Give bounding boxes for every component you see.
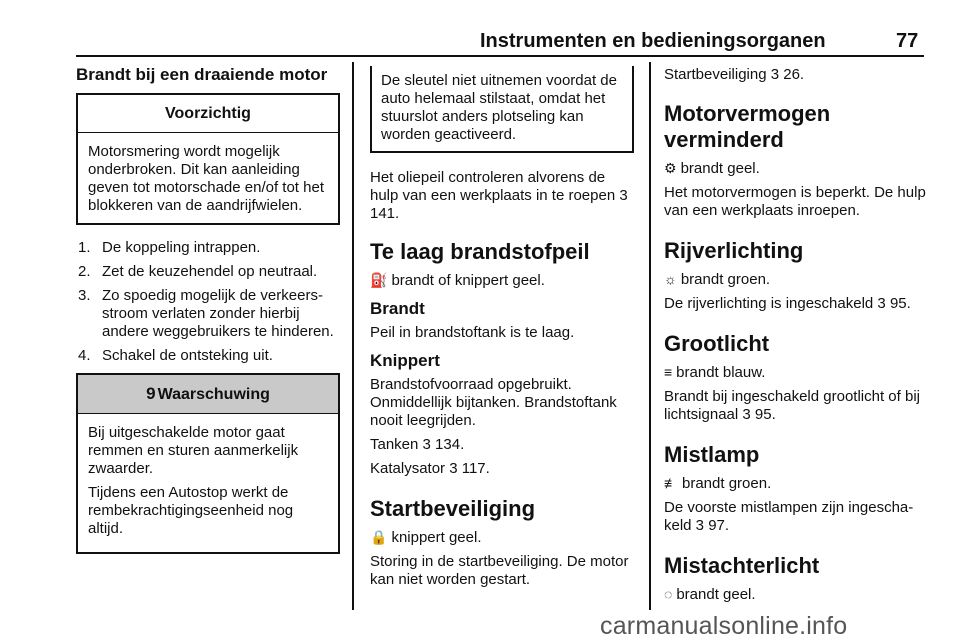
high-beam-heading: Grootlicht bbox=[664, 331, 770, 356]
tanken-ref: Tanken 3 134. bbox=[370, 436, 465, 453]
fog-line: ≢ brandt groen. bbox=[664, 475, 772, 492]
caution-title: Voorzichtig bbox=[78, 95, 338, 133]
lights-line: ☼ brandt groen. bbox=[664, 271, 771, 288]
steps-list bbox=[76, 239, 340, 365]
column-3 bbox=[664, 66, 928, 604]
oil-text: Het oliepeil controleren alvorens de hulp van een werkplaats in te roepen 3 141. bbox=[370, 169, 628, 222]
list-item: 2. Zet de keuzehendel op neutraal. bbox=[78, 263, 318, 280]
warning-title-bar bbox=[78, 375, 338, 414]
section-heading-engine-running: Brandt bij een draaiende motor bbox=[76, 65, 328, 84]
rear-fog-icon: ◌ bbox=[664, 586, 673, 602]
warning-triangle-icon: 9 bbox=[146, 384, 156, 403]
car-key-icon: 🔒 bbox=[370, 529, 388, 545]
warning-title: Waarschuwing bbox=[157, 386, 270, 403]
warning-body bbox=[78, 414, 338, 552]
header-rule bbox=[76, 55, 924, 57]
immobiliser-heading: Startbeveiliging bbox=[370, 496, 536, 521]
watermark: carmanualsonline.info bbox=[600, 612, 848, 640]
rear-fog-line: ◌ brandt geel. bbox=[664, 586, 756, 603]
immobiliser-text: Storing in de startbeveiliging. De motor kan niet worden gestart. bbox=[370, 553, 629, 588]
list-item: 1. De koppeling intrappen. bbox=[78, 239, 261, 256]
brandt-heading: Brandt bbox=[370, 299, 425, 318]
warning-box bbox=[76, 373, 340, 554]
fog-heading: Mistlamp bbox=[664, 442, 760, 467]
column-2 bbox=[370, 66, 634, 589]
high-beam-icon: ≡ bbox=[664, 364, 673, 380]
high-beam-line: ≡ brandt blauw. bbox=[664, 364, 766, 381]
high-beam-text: Brandt bij ingeschakeld grootlicht of bij lichtsignaal 3 95. bbox=[664, 388, 920, 423]
list-item: 3. Zo spoedig mogelijk de verkeersstroom verlaten zonder hierbij andere weggebruikers te hinderen. bbox=[78, 287, 334, 340]
fuel-heading: Te laag brandstofpeil bbox=[370, 239, 590, 264]
power-heading: Motorvermogen verminderd bbox=[664, 101, 831, 152]
column-divider-2 bbox=[649, 62, 651, 610]
list-item: 4. Schakel de ontsteking uit. bbox=[78, 347, 273, 364]
page-number: 77 bbox=[896, 30, 919, 52]
column-divider-1 bbox=[352, 62, 354, 610]
knippert-text: Brandstofvoorraad opgebruikt. Onmiddellijk bijtanken. Brandstoftank nooit leegrijden. bbox=[370, 376, 617, 429]
engine-power-icon: ⚙ bbox=[664, 160, 677, 176]
note-box bbox=[370, 66, 634, 153]
warning-text-1: Bij uitgeschakelde motor gaat remmen en sturen aanmerkelijk zwaarder. bbox=[88, 424, 299, 477]
immobiliser-ref: Startbeveiliging 3 26. bbox=[664, 66, 805, 83]
column-1 bbox=[76, 66, 340, 554]
fog-text: De voorste mistlampen zijn ingeschakeld 3 97. bbox=[664, 499, 914, 534]
knippert-heading: Knippert bbox=[370, 351, 440, 370]
immobiliser-line: 🔒 knippert geel. bbox=[370, 529, 482, 546]
lights-heading: Rijverlichting bbox=[664, 238, 804, 263]
brandt-text: Peil in brandstoftank is te laag. bbox=[370, 324, 575, 341]
note-text: De sleutel niet uitnemen voordat de auto helemaal stilstaat, omdat het stuurslot anders plotseling kan worden geactiveerd. bbox=[381, 72, 617, 143]
front-fog-icon: ≢ bbox=[664, 475, 678, 491]
lights-text: De rijverlichting is ingeschakeld 3 95. bbox=[664, 295, 911, 312]
warning-text-2: Tijdens een Autostop werkt de rembekrachtigingseenheid nog altijd. bbox=[88, 484, 294, 537]
caution-text: Motorsmering wordt mogelijk onderbroken. Dit kan aanleiding geven tot motorschade en/of tot het blokkeren van de aandrijfwielen. bbox=[88, 143, 324, 214]
page-header-title: Instrumenten en bedieningsorganen bbox=[480, 30, 826, 52]
rear-fog-heading: Mistachterlicht bbox=[664, 553, 820, 578]
katalysator-ref: Katalysator 3 117. bbox=[370, 460, 490, 477]
fuel-pump-icon: ⛽ bbox=[370, 272, 388, 288]
fuel-line: ⛽ brandt of knippert geel. bbox=[370, 272, 545, 289]
power-line: ⚙ brandt geel. bbox=[664, 160, 760, 177]
caution-box bbox=[76, 93, 340, 225]
power-text: Het motorvermogen is beperkt. De hulp van een werkplaats inroepen. bbox=[664, 184, 926, 219]
side-lights-icon: ☼ bbox=[664, 271, 677, 287]
